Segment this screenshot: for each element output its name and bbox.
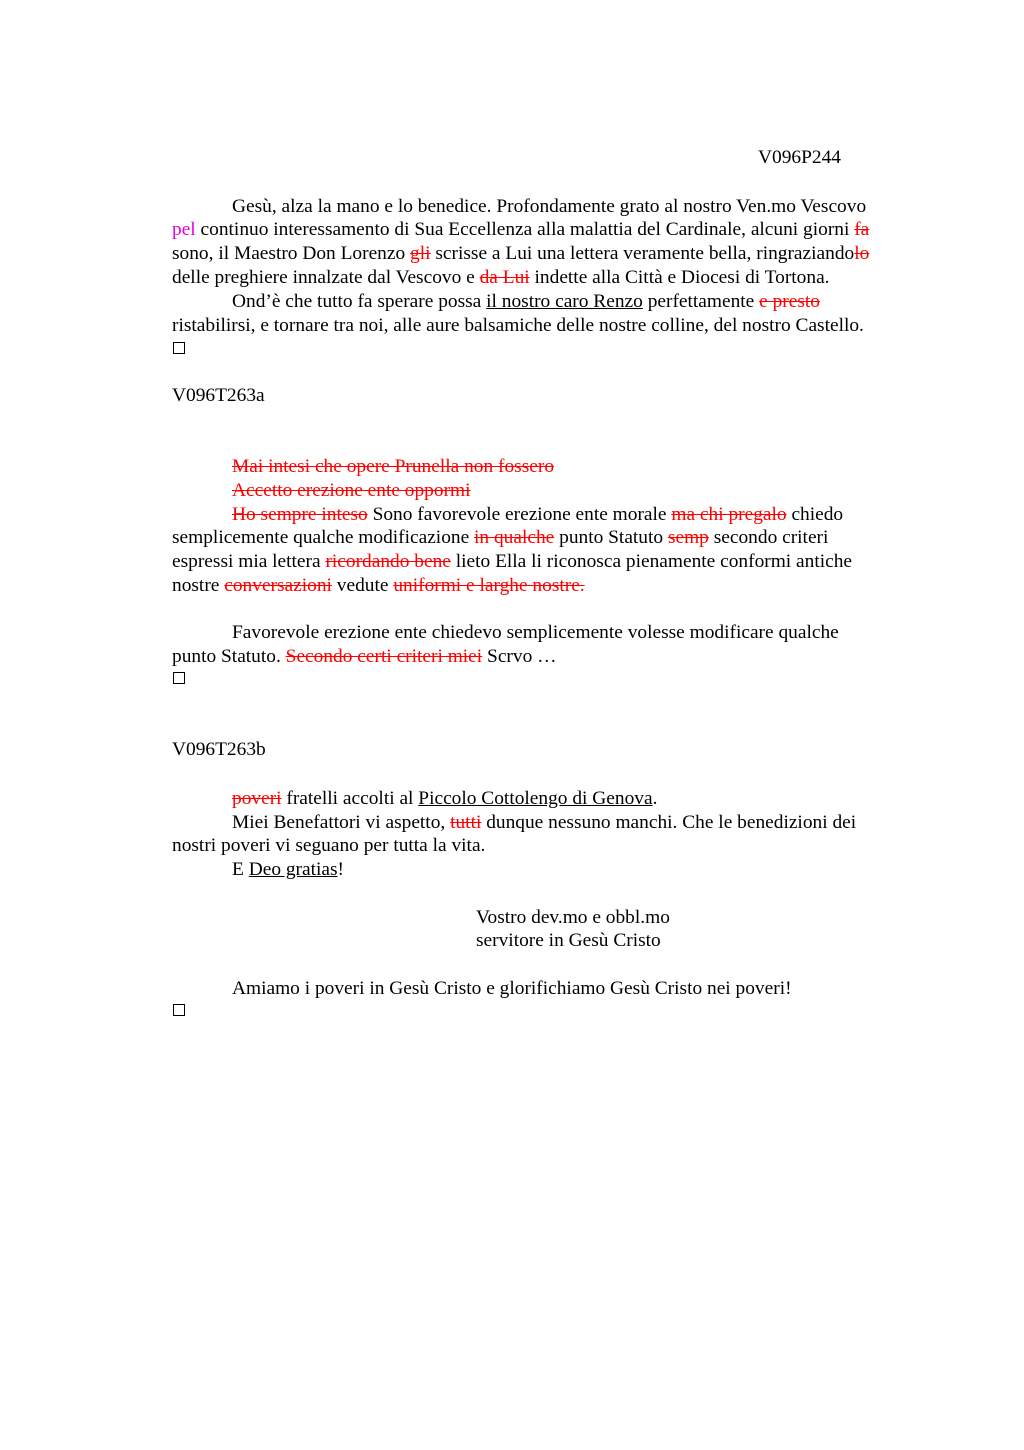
deleted-text: e presto [759,291,820,312]
text-line [232,858,917,882]
text-line [172,550,917,574]
text-run: Scrvo … [482,646,557,667]
text-run: servitore in Gesù Cristo [476,930,661,951]
section-code-text: V096P244 [758,147,841,168]
text-run: nostri poveri vi seguano per tutta la vita. [172,835,486,856]
text-run: lieto Ella li riconosca pienamente conformi antiche [450,551,853,572]
checkbox-square-icon [173,342,185,354]
deleted-text: semp [667,527,709,548]
text-run: Miei Benefattori vi aspetto, [232,812,451,833]
deleted-text: lo [854,243,870,264]
deleted-text: conversazioni [224,575,332,596]
text-run: Ond’è che tutto fa sperare possa [232,291,487,312]
text-run: semplicemente qualche modificazione [172,527,475,548]
deleted-text: Accetto erezione ente oppormi [232,480,471,501]
text-line [232,811,917,835]
text-run: scrisse a Lui una lettera veramente bella, ringraziando [430,243,855,264]
text-run: sono, il Maestro Don Lorenzo [172,243,411,264]
text-run: continuo interessamento di Sua Eccellenza alla malattia del Cardinale, alcuni giorni [195,219,855,240]
underlined-text: Piccolo Cottolengo di Genova [418,788,653,809]
text-run: . [652,788,658,809]
text-run: punto Statuto [554,527,668,548]
inserted-text: pel [172,219,196,240]
text-run: chiedo [786,504,844,525]
text-run: perfettamente [642,291,760,312]
text-line [172,834,917,858]
text-line [172,526,917,550]
section-code-v096t263b [172,738,917,762]
text-line [232,195,917,219]
section-code-text: V096T263b [172,739,266,760]
deleted-text: ma chi pregalo [671,504,787,525]
text-run: nostre [172,575,225,596]
text-run: E [232,859,249,880]
text-line [172,242,917,266]
text-line [172,218,917,242]
deleted-text: Mai intesi che opere Prunella non fossero [232,456,555,477]
deleted-text: uniformi e larghe nostre. [393,575,585,596]
deleted-text: in qualche [474,527,555,548]
deleted-text: tutti [450,812,482,833]
underlined-text: il nostro caro Renzo [486,291,643,312]
text-line [172,645,917,669]
deleted-text: Ho sempre inteso [232,504,368,525]
text-line [172,314,917,338]
deleted-text: ricordando bene [325,551,451,572]
signature-line [476,906,917,930]
text-run: vedute [331,575,394,596]
text-run: Favorevole erezione ente chiedevo semplicemente volesse modificare qualche [232,622,839,643]
text-run: ristabilirsi, e tornare tra noi, alle aure balsamiche delle nostre colline, del nostro Castello. [172,315,864,336]
text-line [232,503,917,527]
deleted-text: Secondo certi criteri miei [285,646,483,667]
text-run: indette alla Città e Diocesi di Tortona. [529,267,830,288]
text-line [172,266,917,290]
deleted-text: da Lui [479,267,530,288]
motto-line [232,977,917,1001]
text-run: Gesù, alza la mano e lo benedice. Profondamente grato al nostro Ven.mo Vescovo [232,196,867,217]
deleted-text: fa [854,219,870,240]
deleted-text: poveri [232,788,282,809]
text-line [232,455,917,479]
text-run: delle preghiere innalzate dal Vescovo e [172,267,480,288]
text-run: punto Statuto. [172,646,286,667]
checkbox-square-icon [173,1004,185,1016]
text-run: espressi mia lettera [172,551,326,572]
text-line [232,479,917,503]
text-run: Amiamo i poveri in Gesù Cristo e glorifichiamo Gesù Cristo nei poveri! [232,978,792,999]
text-run: Vostro dev.mo e obbl.mo [476,907,670,928]
text-run: Sono favorevole erezione ente morale [367,504,672,525]
text-line [172,574,917,598]
section-code-v096p244 [758,146,918,170]
text-line [232,621,917,645]
section-code-text: V096T263a [172,385,265,406]
underlined-text: Deo gratias [248,859,338,880]
text-run: ! [337,859,345,880]
text-run: fratelli accolti al [281,788,419,809]
text-line [232,787,917,811]
text-run: secondo criteri [708,527,829,548]
text-run: dunque nessuno manchi. Che le benedizioni dei [481,812,857,833]
text-line [232,290,917,314]
deleted-text: gli [410,243,431,264]
checkbox-square-icon [173,672,185,684]
section-code-v096t263a [172,384,917,408]
signature-line [476,929,917,953]
